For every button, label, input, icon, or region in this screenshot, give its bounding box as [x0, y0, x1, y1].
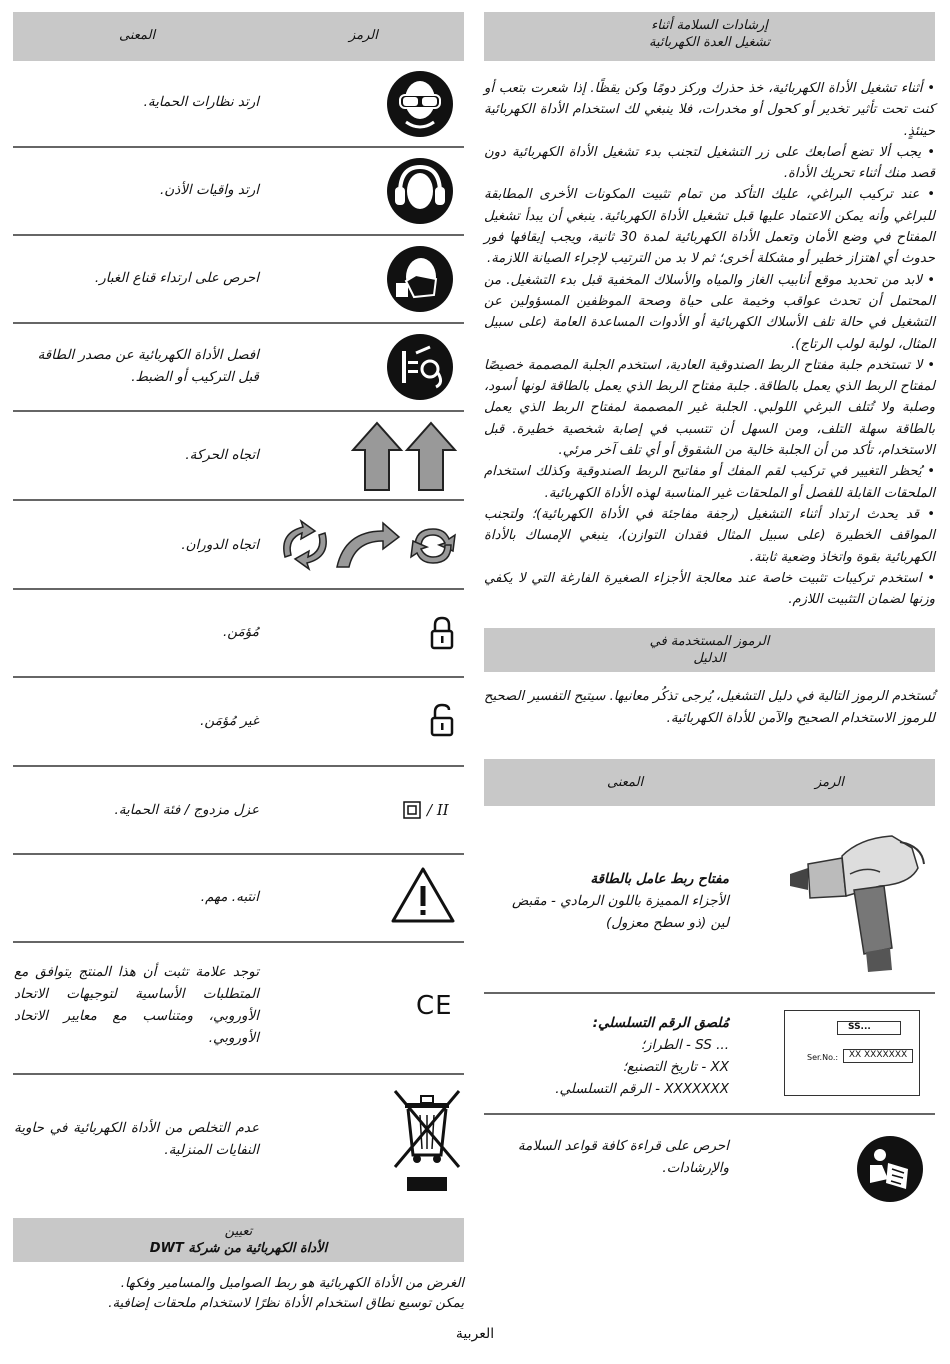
safety-bullet: • عند تركيب البراغي، عليك التأكد من تمام تثبيت المكونات الأخرى المطابقة للبراغي وأنه يمكن الاعتماد عليها قبل تشغيل الأداة الكهربائية. ينبغي أن يبدأ تشغيل المفتاح في وضع الأمان وتعمل الأداة الكهربائية لمدة 30 ثانية، ويجب إيقافها فور حدوث أي اهتزاز خطير أو مشكلة أخرى؛ ثم لا بد من الترتيب لإجراء الصيانة اللازمة.	[484, 187, 936, 267]
symbol-row-warning	[13, 855, 464, 943]
weee-bin-icon	[391, 1085, 463, 1197]
symbol-row-unlocked	[13, 678, 464, 767]
serial-line2: XX - تاريخ التصنيع؛	[622, 1059, 729, 1076]
left-column	[13, 12, 464, 1314]
safety-bullets	[484, 78, 935, 610]
symbol-meaning: انتبه. مهم.	[200, 889, 259, 905]
designation-title-line2: الأداة الكهربائية من شركة DWT	[149, 1241, 328, 1256]
direction-of-rotation-icon	[275, 517, 457, 573]
double-insulation-icon	[403, 801, 449, 819]
symbol-header: الرمز	[349, 28, 378, 43]
symbol-meaning: توجد علامة تثبت أن هذا المنتج يتوافق مع المتطلبات الأساسية لتوجيهات الاتحاد الأوروبي، ومتناسب مع معايير الاتحاد الأوروبي.	[14, 964, 259, 1046]
wrench-line2: لين (ذو سطح معزول)	[605, 915, 729, 932]
ear-protection-icon	[386, 157, 454, 225]
symbol-meaning: عدم التخلص من الأداة الكهربائية في حاوية النفايات المنزلية.	[14, 1120, 259, 1158]
manual-symbols-title-line1: الرموز المستخدمة في	[649, 634, 770, 650]
symbol-meaning: غير مُؤمَن.	[200, 713, 259, 729]
designation-text	[13, 1274, 464, 1314]
serial-line3: XXXXXXX - الرقم التسلسلي.	[555, 1081, 729, 1098]
symbol-row-ear	[13, 148, 464, 236]
safety-bullet: • استخدم تركيبات تثبيت خاصة عند معالجة الأجزاء الصغيرة الفارغة التي لا يكفي وزنها لضمان التثبيت اللازم.	[484, 570, 935, 608]
designation-title-line1: تعيين	[224, 1224, 253, 1239]
symbol-meaning: ارتد نظارات الحماية.	[143, 94, 259, 110]
safety-bullet: • لا تستخدم جلبة مفتاح الربط الصندوقية العادية، استخدم الجلبة المصممة خصيصًا لمفتاح الربط الذي يعمل بالطاقة. جلبة مفتاح الربط الذي يعمل بالطاقة لونها أسود، وصلبة ولا تُتلف البرغي اللولبي. الجلبة غير المصممة لمفتاح الربط الذي يعمل بالطاقة سهلة التلف، ومن السهل أن تتسبب في إصابة شخصية خطيرة. قبل الاستخدام، تأكد من أن الجلبة خالية من الشقوق أو أي تلف آخر مرئي.	[484, 357, 935, 459]
read-manual-icon	[856, 1135, 924, 1203]
goggles-icon	[386, 70, 454, 138]
meaning-header: المعنى	[607, 775, 644, 791]
insulation-class-label: / II	[427, 801, 449, 819]
read-manual-row	[484, 1115, 935, 1215]
symbol-row-locked	[13, 590, 464, 678]
serial-label-model: SS...	[837, 1021, 901, 1035]
safety-title	[484, 12, 935, 61]
right-column	[484, 12, 935, 1215]
symbol-meaning: عزل مزدوج / فئة الحماية.	[114, 802, 259, 818]
symbol-row-unplug	[13, 324, 464, 412]
wrench-line1: الأجزاء المميزة باللون الرمادي - مقبض	[512, 893, 729, 910]
manual-symbols-title	[484, 628, 935, 672]
designation-line2: يمكن توسيع نطاق استخدام الأداة نظرًا لاستخدام ملحقات إضافية.	[108, 1296, 464, 1311]
symbol-row-ce	[13, 943, 464, 1075]
right-symbols-table-header	[484, 759, 935, 806]
lock-icon	[430, 616, 454, 650]
symbol-meaning: اتجاه الحركة.	[185, 447, 259, 463]
serial-label-value: XX XXXXXXX	[843, 1049, 913, 1063]
symbol-meaning: مُؤمَن.	[222, 624, 259, 640]
designation-title	[13, 1218, 464, 1262]
safety-title-line1: إرشادات السلامة أثناء	[651, 18, 768, 33]
wrench-row	[484, 806, 935, 994]
symbol-row-movement	[13, 412, 464, 501]
safety-bullet: • أثناء تشغيل الأداة الكهربائية، خذ حذرك وركز دومًا وكن يقظًا. إذا شعرت بتعب أو كنت تحت تأثير تخدير أو كحول أو مخدرات، فلا ينبغي لك استخدام الأداة الكهربائية حينئذٍ.	[484, 81, 935, 139]
symbol-meaning: احرص على ارتداء قناع الغبار.	[94, 270, 259, 286]
symbol-row-weee	[13, 1075, 464, 1206]
symbol-row-rotation	[13, 501, 464, 590]
wrench-description	[484, 868, 729, 934]
serial-label-icon	[784, 1010, 920, 1096]
serial-label-serno: Ser.No.:	[807, 1053, 839, 1063]
designation-line1: الغرض من الأداة الكهربائية هو ربط الصواميل والمسامير وفكها.	[120, 1276, 464, 1291]
symbol-row-mask	[13, 236, 464, 324]
ce-mark-icon: CE	[416, 991, 453, 1021]
serial-line1: ... SS - الطراز؛	[640, 1037, 729, 1054]
symbol-meaning: افصل الأداة الكهربائية عن مصدر الطاقة قبل التركيب أو الضبط.	[37, 347, 259, 385]
unlock-icon	[430, 703, 454, 737]
manual-symbols-text: تُستخدم الرموز التالية في دليل التشغيل، يُرجى تذكُر معانيها. سيتيح التفسير الصحيح للرموز الاستخدام الصحيح والآمن للأداة الكهربائية.	[484, 689, 935, 726]
serial-row	[484, 994, 935, 1115]
safety-bullet: • يجب ألا تضع أصابعك على زر التشغيل لتجنب بدء تشغيل الأداة الكهربائية دون قصد منك أثناء تحريك الأداة.	[484, 144, 935, 182]
symbol-meaning: اتجاه الدوران.	[181, 537, 259, 553]
symbol-header: الرمز	[815, 775, 844, 791]
manual-symbols-title-line2: الدليل	[693, 651, 726, 667]
serial-description	[484, 1012, 729, 1100]
warning-icon	[390, 866, 456, 924]
meaning-header: المعنى	[119, 28, 156, 43]
safety-title-line2: تشغيل العدة الكهربائية	[648, 35, 770, 50]
safety-bullet: • لابد من تحديد موقع أنابيب الغاز والمياه والأسلاك المخفية قبل بدء التشغيل. من المحتمل أن تحدث عواقب وخيمة على حياة وصحة الموظفين المسؤولين عن التشغيل في حالة تلف الأسلاك الكهربائية أو الأدوات المساعدة العامة (على سبيل المثال، لولبة لولب الرتاج).	[484, 272, 935, 352]
read-manual-text: احرص على قراءة كافة قواعد السلامة والإرشادات.	[517, 1138, 729, 1177]
dust-mask-icon	[386, 245, 454, 313]
symbols-table-header	[13, 12, 464, 61]
page-footer-language: العربية	[455, 1326, 495, 1342]
safety-bullet: • يُحظر التغيير في تركيب لقم المفك أو مفاتيح الربط الصندوقية وكذلك استخدام الملحقات القابلة للفصل أو الملحقات غير المناسبة لهذه الأداة الكهربائية.	[484, 464, 935, 501]
serial-title: مُلصق الرقم التسلسلي:	[592, 1015, 729, 1032]
symbol-meaning: ارتد واقيات الأذن.	[160, 182, 259, 198]
symbol-row-insulation	[13, 767, 464, 855]
safety-bullet: • قد يحدث ارتداد أثناء التشغيل (رجفة مفاجئة في الأداة الكهربائية)؛ ولتجنب المواقف الخطيرة (على سبيل المثال فقدان التوازن)، ينبغي الإمساك بالأداة الكهربائية بقوة واتخاذ وضعية ثابتة.	[484, 506, 935, 565]
direction-of-movement-icon	[351, 420, 457, 492]
impact-wrench-icon	[780, 828, 930, 974]
unplug-icon	[386, 333, 454, 401]
symbol-row-goggles	[13, 61, 464, 148]
wrench-title: مفتاح ربط عامل بالطاقة	[590, 871, 729, 888]
